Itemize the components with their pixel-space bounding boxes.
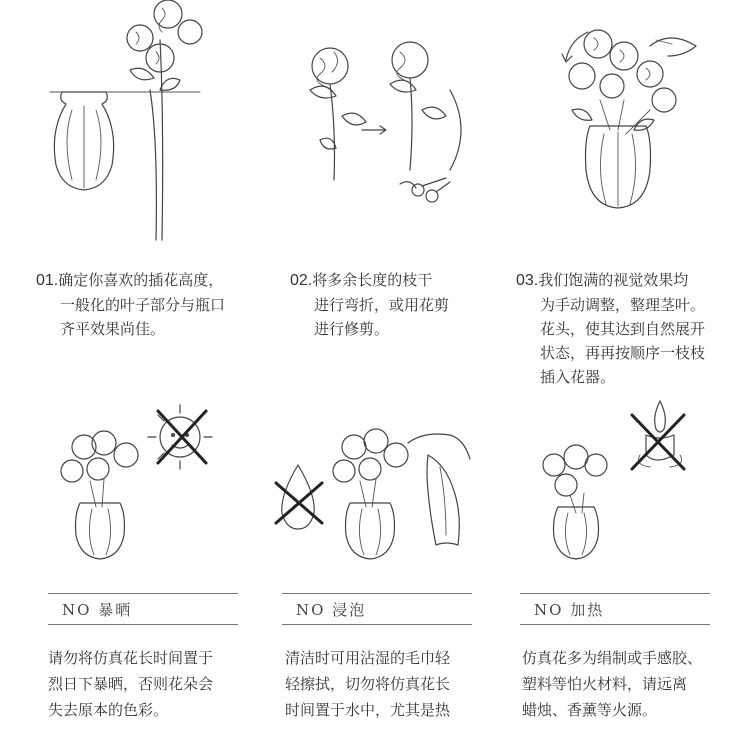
towel-icon	[408, 434, 470, 545]
caution-title: NO 加热	[534, 601, 605, 619]
step-number: 03.	[516, 272, 539, 289]
caution-line: 清洁时可用沾湿的毛巾轻	[285, 649, 451, 667]
step-number: 02.	[290, 272, 313, 289]
caution3-illustration	[500, 395, 750, 575]
water-drop-icon	[276, 465, 322, 529]
caution-line: 轻擦拭，切勿将仿真花长	[285, 675, 451, 693]
step-line: 齐平效果尚佳。	[60, 320, 166, 338]
vase-icon	[346, 503, 395, 559]
step-2-text	[290, 268, 449, 341]
step-line: 插入花器。	[540, 368, 616, 386]
caution-text-water	[285, 645, 450, 723]
scissors-icon	[400, 178, 450, 202]
rose-stem-icon	[127, 0, 202, 240]
bouquet	[333, 429, 408, 507]
step-line: 状态，再再按顺序一枝枝	[540, 344, 706, 362]
caution-heading-sun	[48, 593, 238, 625]
sun-icon	[148, 405, 212, 469]
caution2-illustration	[250, 395, 500, 575]
step3-illustration	[500, 0, 750, 250]
caution-heading-water	[282, 593, 472, 625]
caution-text-sun	[48, 645, 213, 723]
bouquet	[569, 30, 676, 134]
rose-stem-icon	[310, 48, 366, 180]
caution1-illustration	[0, 395, 250, 575]
rose-stem-icon	[390, 42, 446, 170]
hand-icon	[650, 38, 696, 56]
step-line: 进行修剪。	[314, 320, 390, 338]
caution-text-heat	[522, 645, 702, 723]
step1-illustration	[0, 0, 250, 250]
caution-line: 时间置于水中，尤其是热	[285, 701, 451, 719]
step-line: 为手动调整，整理茎叶。	[540, 296, 706, 314]
caution-line: 仿真花多为绢制或手感胶、	[522, 649, 703, 667]
step-1-text	[36, 268, 225, 341]
step-number: 01.	[36, 272, 59, 289]
step-line: 花头，使其达到自然展开	[540, 320, 706, 338]
step-line: 我们饱满的视觉效果均	[538, 271, 689, 289]
caution-line: 请勿将仿真花长时间置于	[48, 649, 214, 667]
vase-icon	[586, 126, 651, 208]
caution-heading-heat	[520, 593, 710, 625]
vase-icon	[554, 507, 599, 559]
caution-line: 塑料等怕火材料，请远离	[522, 675, 688, 693]
caution-line: 烈日下暴晒，否则花朵会	[48, 675, 214, 693]
step2-illustration	[250, 0, 500, 250]
bouquet	[61, 431, 138, 507]
step-line: 确定你喜欢的插花高度，	[58, 271, 224, 289]
bouquet	[543, 445, 607, 513]
vase-icon	[54, 92, 113, 190]
vase-icon	[76, 503, 125, 559]
step-line: 一般化的叶子部分与瓶口	[60, 296, 226, 314]
step-line: 进行弯折，或用花剪	[314, 296, 450, 314]
step-line: 将多余长度的枝干	[312, 271, 433, 289]
caution-line: 蜡烛、香薰等火源。	[522, 701, 658, 719]
caution-title: NO 暴晒	[62, 601, 133, 619]
flame-icon	[632, 401, 684, 469]
caution-title: NO 浸泡	[296, 601, 367, 619]
caution-line: 失去原本的色彩。	[48, 701, 169, 719]
step-3-text	[516, 268, 705, 389]
